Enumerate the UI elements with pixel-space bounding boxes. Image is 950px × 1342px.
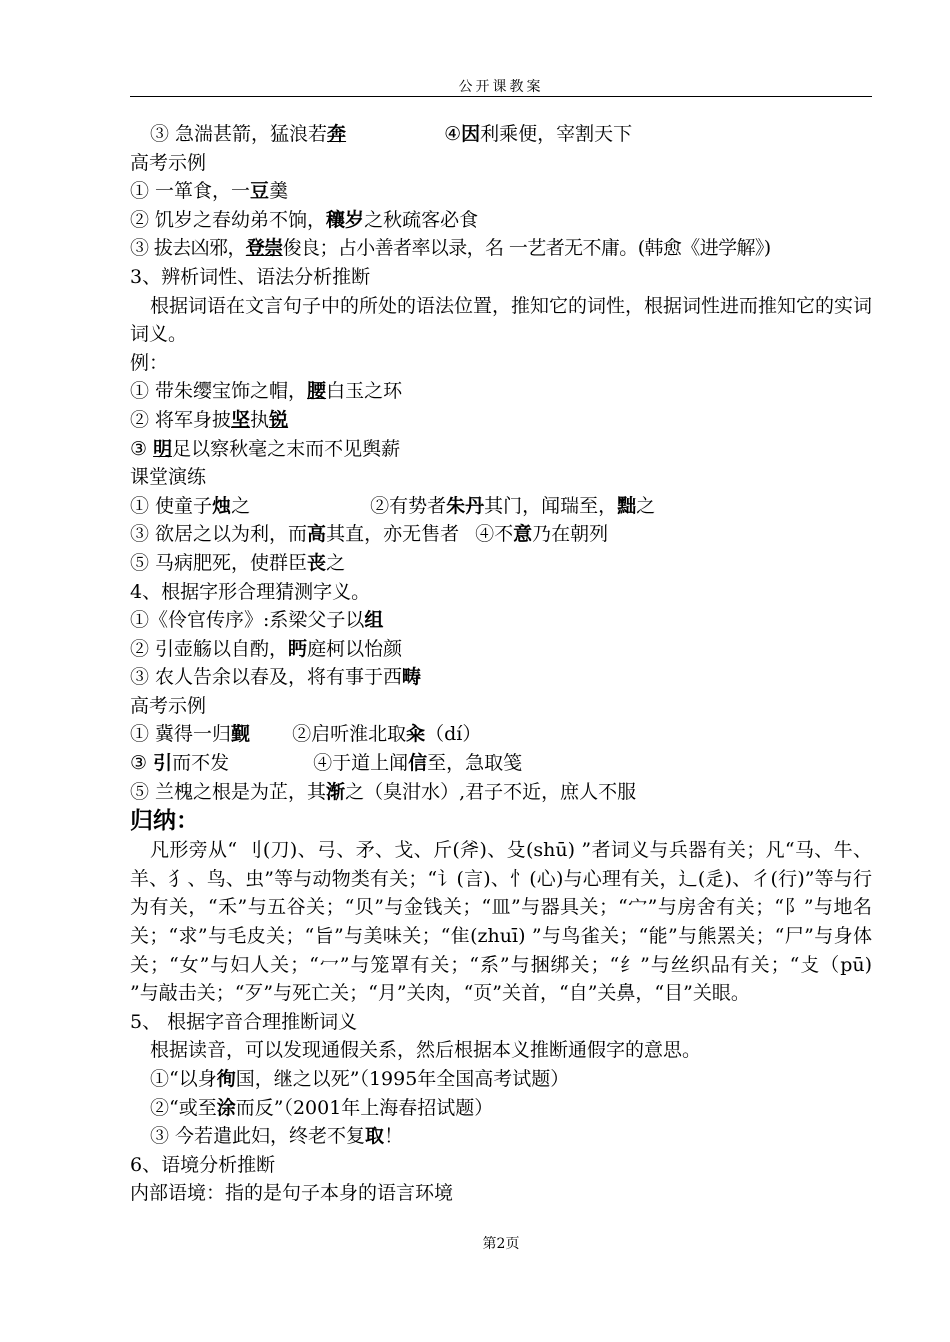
example-line: ② 饥岁之春幼弟不饷，穰岁之秋疏客必食	[130, 208, 479, 231]
key-word: 奔	[327, 123, 347, 145]
section-label: 例：	[130, 351, 169, 374]
page-number: 第2页	[482, 1236, 520, 1252]
section-heading: 3、辨析词性、语法分析推断	[130, 265, 371, 288]
example-line: ① 使童子烛之 ②有势者朱丹其门，闻瑞至，黜之	[130, 494, 656, 517]
example-line: ⑤ 马病肥死，使群臣丧之	[130, 551, 346, 574]
section-label: 高考示例	[130, 151, 207, 174]
key-word: 觐	[231, 723, 251, 746]
header-rule	[130, 96, 872, 97]
key-word: 畴	[402, 666, 422, 689]
key-word: 因	[461, 123, 481, 145]
document-body	[130, 120, 872, 1208]
key-word: 腰	[307, 380, 327, 403]
section-heading: 5、 根据字音合理推断词义	[130, 1010, 358, 1033]
key-word: 坚	[231, 408, 251, 431]
page-header: 公开课教案	[458, 79, 544, 95]
example-line: ② 引壶觞以自酌，眄庭柯以怡颜	[130, 637, 403, 660]
key-word: 明	[153, 437, 173, 460]
key-word: 信	[408, 752, 428, 775]
key-word: 丧	[307, 551, 327, 574]
summary-title: 归纳：	[130, 807, 199, 835]
example-line: ③ 欲居之以为利，而高其直，亦无售者 ④不意乃在朝列	[130, 523, 609, 546]
key-word: 籴	[406, 723, 426, 746]
key-word: 意	[513, 523, 533, 546]
key-word: 豆	[250, 180, 270, 203]
key-word: 锐	[269, 408, 289, 431]
example-line: ② 将军身披坚执锐	[130, 408, 289, 431]
key-word: 组	[364, 609, 384, 632]
example-line: ① 冀得一归觐 ②启听淮北取籴（dí）	[130, 723, 482, 746]
key-word: 朱丹	[446, 494, 485, 517]
section-label: 课堂演练	[130, 466, 207, 489]
paragraph: 内部语境：指的是句子本身的语言环境	[130, 1182, 454, 1205]
paragraph: 根据读音，可以发现通假关系，然后根据本义推断通假字的意思。	[150, 1039, 702, 1062]
example-line: ③ 拔去凶邪，登崇俊良；占小善者率以录，名 一艺者无不庸。(韩愈《进学解》)	[130, 237, 771, 260]
key-word: 登崇	[245, 237, 283, 260]
key-word: 黜	[617, 494, 637, 517]
example-line: ①“以身徇国，继之以死”（1995年全国高考试题）	[150, 1068, 570, 1090]
key-word: 涂	[216, 1096, 236, 1119]
key-word: 穰岁	[326, 208, 365, 231]
example-line: ① 一箪食，一豆羹	[130, 180, 289, 203]
section-heading: 6、语境分析推断	[130, 1153, 276, 1176]
key-word: 徇	[216, 1068, 236, 1090]
key-word: 渐	[326, 780, 346, 803]
section-label: 高考示例	[130, 694, 207, 717]
example-line: ③ 今若遣此妇，终老不复取！	[150, 1125, 404, 1148]
section-heading: 4、根据字形合理猜测字义。	[130, 580, 371, 603]
key-word: 高	[307, 523, 327, 546]
key-word: 引	[153, 752, 173, 775]
example-line: ① 带朱缨宝饰之帽，腰白玉之环	[130, 380, 403, 403]
example-line: ③ 急湍甚箭，猛浪若奔 ④因利乘便，宰割天下	[150, 123, 633, 145]
key-word: 烛	[212, 494, 232, 517]
paragraph: 根据词语在文言句子中的所处的语法位置，推知它的词性，根据词性进而推知它的实词词义。	[130, 294, 873, 346]
example-line: ②“或至涂而反”（2001年上海春招试题）	[150, 1096, 494, 1119]
key-word: 取	[365, 1125, 385, 1148]
example-line: ③ 明足以察秋毫之末而不见舆薪	[130, 437, 401, 460]
example-line: ③ 农人告余以春及，将有事于西畴	[130, 666, 422, 689]
example-line: ③ 引而不发 ④于道上闻信至，急取笺	[130, 752, 523, 775]
key-word: 眄	[288, 637, 308, 660]
summary-paragraph: 凡形旁从“ 刂(刀)、弓、矛、戈、斤(斧)、殳(shū) ”者词义与兵器有关；凡“马、牛、羊、犭、鸟、虫”等与动物类有关；“讠(言)、忄(心)与心理有关，辶(辵)、彳(行)”等与行为有关，“禾”与五谷关；“贝”与金钱关；“皿”与器具关；“宀”与房舍有关；“阝”与地名关；“求”与毛皮关；“旨”与美味关；“隹(zhuī) ”与鸟雀关；“能”与熊罴关；“尸”与身体关；“女”与妇人关；“冖”与笼罩有关；“系”与捆绑关；“纟”与丝织品有关；“攴（pū) ”与敲击关；“歹”与死亡关；“月”关肉，“页”关首，“自”关鼻，“目”关眼。	[130, 839, 872, 1005]
example-line: ①《伶官传序》:系梁父子以组	[130, 609, 384, 632]
example-line: ⑤ 兰槐之根是为芷，其渐之（臭泔水）,君子不近，庶人不服	[130, 780, 637, 803]
